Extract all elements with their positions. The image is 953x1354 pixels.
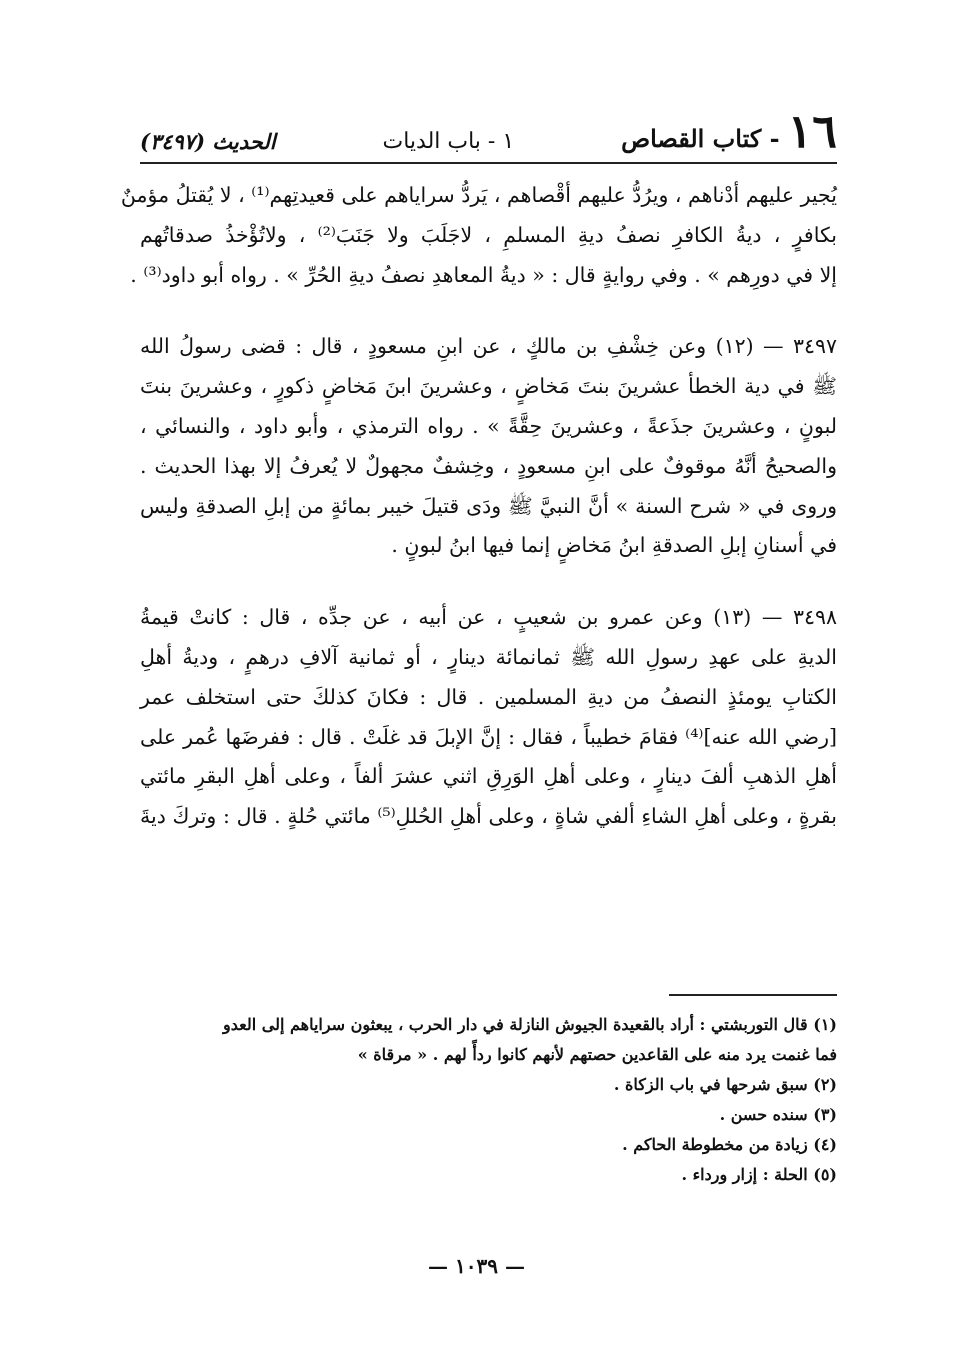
footnote-continuation: فما غنمت يرد منه على القاعدين حصتهم لأنهم كانوا ردأً لهم . « مرقاة » [357,1045,837,1064]
footnote-divider [669,994,837,996]
text-line: والصحيحُ أنَّهُ موقوفٌ على ابنِ مسعودٍ ، وخِشفٌ مجهولٌ لا يُعرفُ إلا بهذا الحديث . [140,453,837,478]
text-line: وروى في « شرح السنة » أنَّ النبيَّ ﷺ ودَى قتيلَ خيبر بمائةٍ من إبلِ الصدقةِ وليس [140,493,837,518]
main-text [120,176,838,837]
text-line: ﷺ في دية الخطأ عشرينَ بنتَ مَخاضٍ ، وعشرينَ ابنَ مَخاضٍ ذكورٍ ، وعشرينَ بنتَ [140,374,837,399]
text-line: [رضي الله عنه]⁽⁴⁾ فقامَ خطيباً ، فقال : إنَّ الإبلَ قد غلَتْ . قال : ففرضَها عُمر على [140,724,837,749]
hadith-reference: الحديث (٣٤٩٧) [140,129,276,154]
page-header [140,104,837,164]
paragraph [120,176,837,295]
footnote: (٥) الحلة : إزار ورداء . [681,1165,837,1184]
text-line: الديةِ على عهدِ رسولِ الله ﷺ ثمانمائة دينارٍ ، أو ثمانية آلافِ درهمٍ ، وديةُ أهلِ [140,644,837,669]
footnote: (١) قال التوربشتي : أراد بالقعيدة الجيوش النازلة في دار الحرب ، يبعثون سراياهم إلى العدو [223,1015,837,1034]
footnote: (٢) سبق شرحها في باب الزكاة . [613,1075,837,1094]
paragraph-spacer [140,295,837,327]
paragraph-spacer [140,566,837,598]
page-number: — ١٠٣٩ — [428,1254,525,1278]
text-line: بكافرٍ ، ديةُ الكافرِ نصفُ ديةِ المسلمِ ، لاجَلَبَ ولا جَنَبَ⁽²⁾ ، ولاتُؤْخذُ صدقاتُهم [140,222,837,247]
paragraph [140,327,837,566]
footnotes [140,1010,837,1190]
book-number: ١٦ [787,104,837,158]
footnote: (٣) سنده حسن . [719,1105,837,1124]
text-line: لبونٍ ، وعشرينَ جذَعةً ، وعشرينَ حِقَّةً » . رواه الترمذي ، وأبو داود ، والنسائي ، [140,413,837,438]
paragraph [140,598,837,837]
book-heading [621,104,837,158]
text-line: في أسنانِ إبلِ الصدقةِ ابنُ مَخاضٍ إنما فيها ابنُ لبونٍ . [391,533,837,558]
chapter-title: ١ - باب الديات [382,129,515,154]
book-title: - كتاب القصاص [621,124,780,153]
text-line: الكتابِ يومئذٍ النصفُ من ديةِ المسلمين . قال : فكانَ كذلكَ حتى استخلف عمر [140,684,837,709]
text-line: بقرةٍ ، وعلى أهلِ الشاءِ ألفي شاةٍ ، وعلى أهلِ الحُللِ⁽⁵⁾ مائتي حُلةٍ . قال : وتركَ ديةَ [140,804,837,829]
text-line: إلا في دورِهم » . وفي روايةٍ قال : « ديةُ المعاهدِ نصفُ ديةِ الحُرِّ » . رواه أبو داود⁽³⁾ . [130,262,837,287]
text-line: ٣٤٩٨ — (١٣) وعن عمرو بن شعيبٍ ، عن أبيه ، عن جدِّه ، قال : كانتْ قيمةُ [140,605,838,630]
text-line: يُجير عليهم أدْناهم ، ويرُدُّ عليهم أقْصاهم ، يَردُّ سراياهم على قعيدتِهم⁽¹⁾ ، لا يُقتلُ مؤمنٌ [120,183,837,207]
text-line: أهلِ الذهبِ ألفَ دينارٍ ، وعلى أهلِ الوَرِقِ اثني عشرَ ألفاً ، وعلى أهلِ البقرِ مائتي [140,764,837,789]
footnote: (٤) زيادة من مخطوطة الحاكم . [622,1135,837,1154]
text-line: ٣٤٩٧ — (١٢) وعن خِشْفِ بن مالكٍ ، عن ابنِ مسعودٍ ، قال : قضى رسولُ الله [140,334,838,359]
